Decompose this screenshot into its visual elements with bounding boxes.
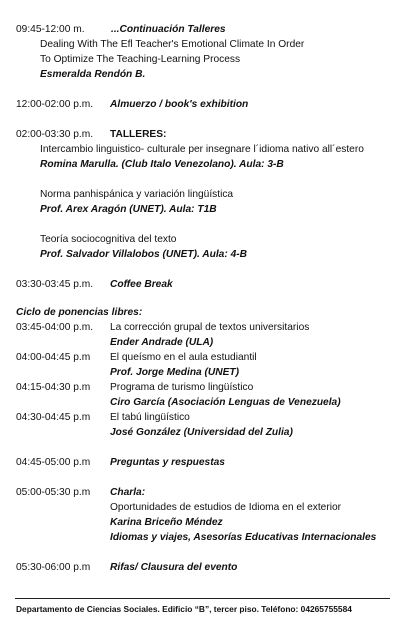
charla-speaker: Karina Briceño Méndez <box>110 517 223 528</box>
time-0330: 03:30-03:45 p.m. <box>16 279 94 290</box>
workshop-2-title: Norma panhispánica y variación lingüística <box>40 189 234 200</box>
time-0445: 04:45-05:00 p.m <box>16 457 91 468</box>
workshop-1-title: Intercambio linguistico- culturale per insegnare l´idioma nativo all´estero <box>40 144 364 155</box>
preguntas-title: Preguntas y respuestas <box>110 457 225 468</box>
ciclo-item-title: Programa de turismo lingüístico <box>110 382 254 393</box>
workshop-2-speaker: Prof. Arex Aragón (UNET). Aula: T1B <box>40 204 217 215</box>
footer-divider <box>15 598 390 599</box>
ciclo-item-title: La corrección grupal de textos universitarios <box>110 322 310 333</box>
charla-organization: Idiomas y viajes, Asesorías Educativas Internacionales <box>110 532 377 543</box>
coffee-break-title: Coffee Break <box>110 279 173 290</box>
ciclo-item-speaker: Prof. Jorge Medina (UNET) <box>110 367 240 378</box>
ciclo-item-speaker: José González (Universidad del Zulia) <box>110 427 293 438</box>
ciclo-item-title: El queísmo en el aula estudiantil <box>110 352 257 363</box>
workshop-3-title: Teoría sociocognitiva del texto <box>40 234 177 245</box>
ciclo-item-time: 04:15-04:30 p.m <box>16 382 91 393</box>
ciclo-heading: Ciclo de ponencias libres: <box>16 307 143 318</box>
time-0500: 05:00-05:30 p.m <box>16 487 91 498</box>
ciclo-item-speaker: Ender Andrade (ULA) <box>110 337 214 348</box>
workshop-1-speaker: Romina Marulla. (Club Italo Venezolano). Aula: 3-B <box>40 159 284 170</box>
ciclo-item-time: 04:30-04:45 p.m <box>16 412 91 423</box>
ciclo-item-speaker: Ciro García (Asociación Lenguas de Venezuela) <box>110 397 341 408</box>
charla-talk-title: Oportunidades de estudios de Idioma en el exterior <box>110 502 342 513</box>
clausura-title: Rifas/ Clausura del evento <box>110 562 238 573</box>
time-0530: 05:30-06:00 p.m <box>16 562 91 573</box>
talk-title-line2: To Optimize The Teaching-Learning Process <box>40 54 241 65</box>
time-0945: 09:45-12:00 m. <box>16 24 85 35</box>
time-1200: 12:00-02:00 p.m. <box>16 99 94 110</box>
continuacion-talleres-title: ...Continuación Talleres <box>111 24 226 35</box>
speaker-rendon: Esmeralda Rendón B. <box>40 69 146 80</box>
footer-contact: Departamento de Ciencias Sociales. Edificio “B”, tercer piso. Teléfono: 04265755584 <box>16 604 352 614</box>
workshop-3-speaker: Prof. Salvador Villalobos (UNET). Aula: 4-B <box>40 249 247 260</box>
talk-title-line1: Dealing With The Efl Teacher's Emotional Climate In Order <box>40 39 305 50</box>
almuerzo-title: Almuerzo / book's exhibition <box>110 99 249 110</box>
charla-heading: Charla: <box>110 487 146 498</box>
ciclo-item-title: El tabú lingüístico <box>110 412 190 423</box>
talleres-heading: TALLERES: <box>110 129 167 140</box>
ciclo-item-time: 04:00-04:45 p.m <box>16 352 91 363</box>
ciclo-item-time: 03:45-04:00 p.m. <box>16 322 94 333</box>
time-0200: 02:00-03:30 p.m. <box>16 129 94 140</box>
